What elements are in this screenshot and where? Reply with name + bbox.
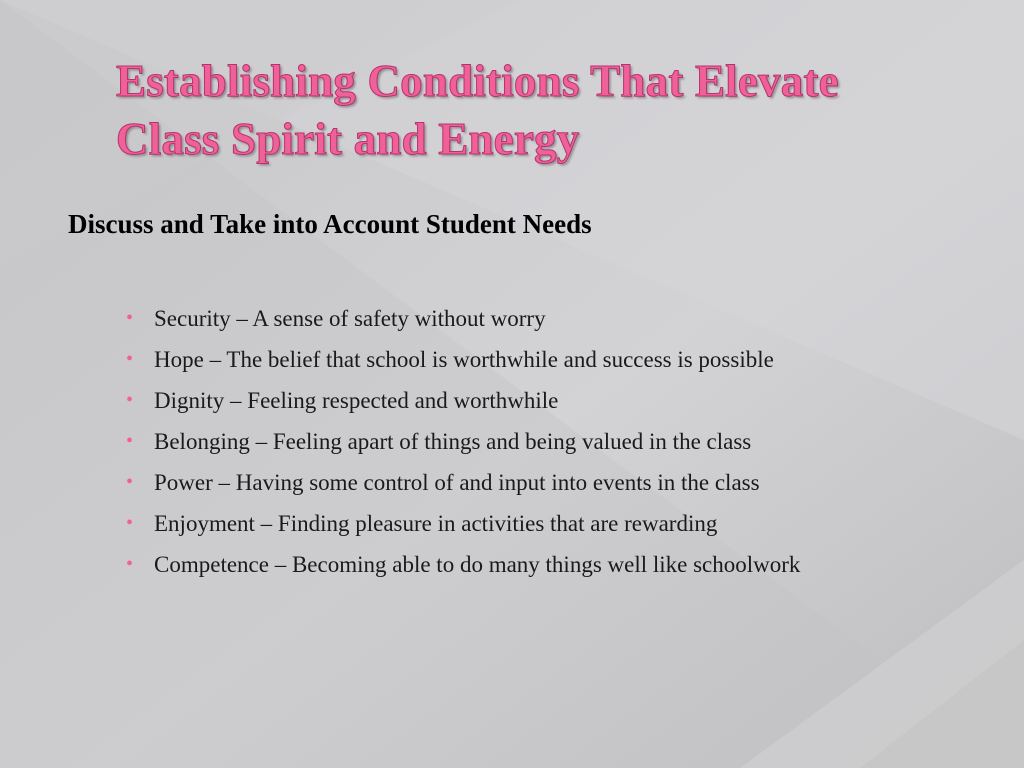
slide-title-line-2: Class Spirit and Energy	[116, 114, 580, 164]
list-item-text: Hope – The belief that school is worthwhile and success is possible	[154, 347, 774, 372]
bullet-icon: •	[126, 389, 134, 411]
list-item-text: Enjoyment – Finding pleasure in activities that are rewarding	[154, 511, 718, 536]
slide-title-line-1: Establishing Conditions That Elevate	[116, 56, 839, 106]
bullet-icon: •	[126, 512, 134, 534]
list-item-competence	[126, 544, 1006, 585]
bullet-icon: •	[126, 471, 134, 493]
list-item-belonging	[126, 421, 1006, 462]
student-needs-list	[126, 298, 1006, 585]
slide-subtitle: Discuss and Take into Account Student Needs	[68, 209, 592, 239]
list-item-security	[126, 298, 1006, 339]
list-item-text: Security – A sense of safety without worry	[154, 306, 546, 331]
list-item-text: Belonging – Feeling apart of things and being valued in the class	[154, 429, 752, 454]
bullet-icon: •	[126, 348, 134, 370]
list-item-power	[126, 462, 1006, 503]
bullet-icon: •	[126, 430, 134, 452]
bullet-icon: •	[126, 307, 134, 329]
list-item-text: Competence – Becoming able to do many things well like schoolwork	[154, 552, 801, 577]
bullet-icon: •	[126, 553, 134, 575]
list-item-dignity	[126, 380, 1006, 421]
list-item-hope	[126, 339, 1006, 380]
list-item-text: Power – Having some control of and input into events in the class	[154, 470, 760, 495]
list-item-enjoyment	[126, 503, 1006, 544]
slide-title	[116, 52, 976, 168]
list-item-text: Dignity – Feeling respected and worthwhile	[154, 388, 559, 413]
